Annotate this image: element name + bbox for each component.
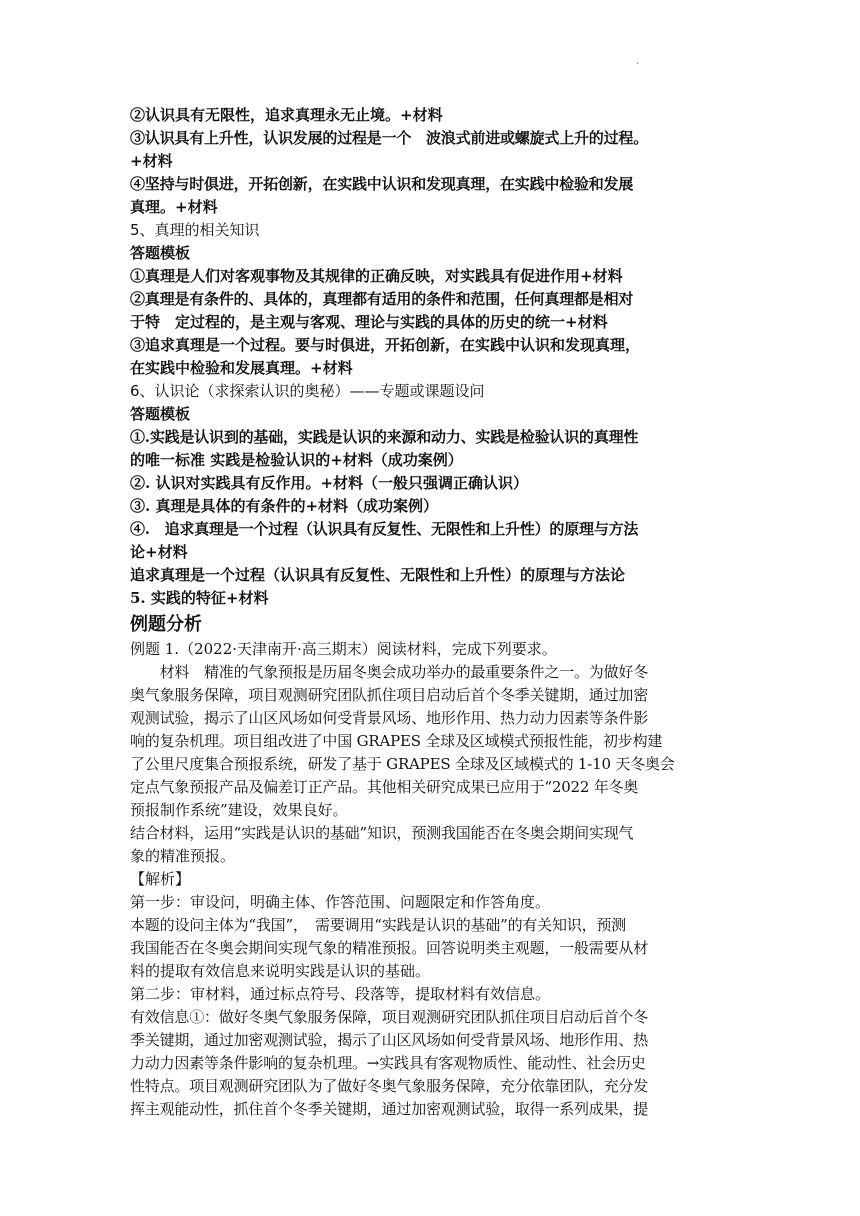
text-line: 真理。+材料 <box>130 198 218 216</box>
text-line: 观测试验，揭示了山区风场如何受背景风场、地形作用、热力动力因素等条件影 <box>130 709 649 727</box>
text-line: 力动力因素等条件影响的复杂机理。→实践具有客观物质性、能动性、社会历史 <box>130 1054 646 1072</box>
text-line: ④. 追求真理是一个过程（认识具有反复性、无限性和上升性）的原理与方法 <box>130 520 639 538</box>
text-line: ④坚持与时俱进，开拓创新，在实践中认识和发现真理，在实践中检验和发展 <box>130 175 634 193</box>
template-label: 答题模板 <box>130 244 191 262</box>
text-line: ②认识具有无限性，追求真理永无止境。+材料 <box>130 106 443 124</box>
text-line: 奥气象服务保障，项目观测研究团队抓住项目启动后首个冬季关键期，通过加密 <box>130 686 649 704</box>
text-line: 本题的设问主体为“我国”， 需要调用“实践是认识的基础”的有关知识，预测 <box>130 916 626 934</box>
text-line: ②. 认识对实践具有反作用。+材料（一般只强调正确认识） <box>130 474 529 492</box>
text-line: 预报制作系统”建设，效果良好。 <box>130 801 348 819</box>
section-heading: 6、认识论（求探索认识的奥秘）——专题或课题设问 <box>130 382 485 400</box>
text-line: 定点气象预报产品及偏差订正产品。其他相关研究成果已应用于“2022 年冬奥 <box>130 778 639 796</box>
text-line: ③认识具有上升性，认识发展的过程是一个 波浪式前进或螺旋式上升的过程。 <box>130 129 649 147</box>
text-line: 季关键期，通过加密观测试验，揭示了山区风场如何受背景风场、地形作用、热 <box>130 1031 649 1049</box>
example-analysis-heading: 例题分析 <box>130 614 202 635</box>
text-line: ①.实践是认识到的基础，实践是认识的来源和动力、实践是检验认识的真理性 <box>130 428 639 446</box>
document-body <box>130 104 736 1121</box>
text-line: 有效信息①：做好冬奥气象服务保障，项目观测研究团队抓住项目启动后首个冬 <box>130 1008 649 1026</box>
text-line: 我国能否在冬奥会期间实现气象的精准预报。回答说明类主观题，一般需要从材 <box>130 939 649 957</box>
text-line: 在实践中检验和发展真理。+材料 <box>130 359 353 377</box>
text-line: +材料 <box>130 152 173 170</box>
text-line: ③. 真理是具体的有条件的+材料（成功案例） <box>130 497 439 515</box>
text-line: ①真理是人们对客观事物及其规律的正确反映，对实践具有促进作用+材料 <box>130 267 623 285</box>
text-line: 追求真理是一个过程（认识具有反复性、无限性和上升性）的原理与方法论 <box>130 566 626 584</box>
text-line: 材料 精准的气象预报是历届冬奥会成功举办的最重要条件之一。为做好冬 <box>130 663 649 681</box>
text-line: 性特点。项目观测研究团队为了做好冬奥气象服务保障，充分依靠团队，充分发 <box>130 1077 649 1095</box>
page-mark: . <box>636 56 640 67</box>
example-title: 例题 1.（2022·天津南开·高三期末）阅读材料，完成下列要求。 <box>130 640 557 658</box>
text-line: 论+材料 <box>130 543 188 561</box>
analysis-label: 【解析】 <box>130 870 191 888</box>
text-line: 了公里尺度集合预报系统，研发了基于 GRAPES 全球及区域模式的 1-10 天冬奥会 <box>130 755 675 773</box>
text-line: 挥主观能动性，抓住首个冬季关键期，通过加密观测试验，取得一系列成果，提 <box>130 1100 649 1118</box>
text-line: 于特 定过程的，是主观与客观、理论与实践的具体的历史的统一+材料 <box>130 313 608 331</box>
text-line: ③追求真理是一个过程。要与时俱进，开拓创新，在实践中认识和发现真理， <box>130 336 641 354</box>
text-line: 的唯一标准 实践是检验认识的+材料（成功案例） <box>130 451 463 469</box>
text-line: 第二步：审材料，通过标点符号、段落等，提取材料有效信息。 <box>130 985 551 1003</box>
text-line: 响的复杂机理。项目组改进了中国 GRAPES 全球及区域模式预报性能，初步构建 <box>130 732 663 750</box>
template-label: 答题模板 <box>130 405 191 423</box>
text-line: 5. 实践的特征+材料 <box>130 589 269 607</box>
text-line: ②真理是有条件的、具体的，真理都有适用的条件和范围，任何真理都是相对 <box>130 290 634 308</box>
text-line: 结合材料，运用“实践是认识的基础”知识，预测我国能否在冬奥会期间实现气 <box>130 824 634 842</box>
text-line: 料的提取有效信息来说明实践是认识的基础。 <box>130 962 431 980</box>
text-line: 第一步：审设问，明确主体、作答范围、问题限定和作答角度。 <box>130 893 551 911</box>
text-line: 象的精准预报。 <box>130 847 236 865</box>
section-heading: 5、真理的相关知识 <box>130 221 260 239</box>
